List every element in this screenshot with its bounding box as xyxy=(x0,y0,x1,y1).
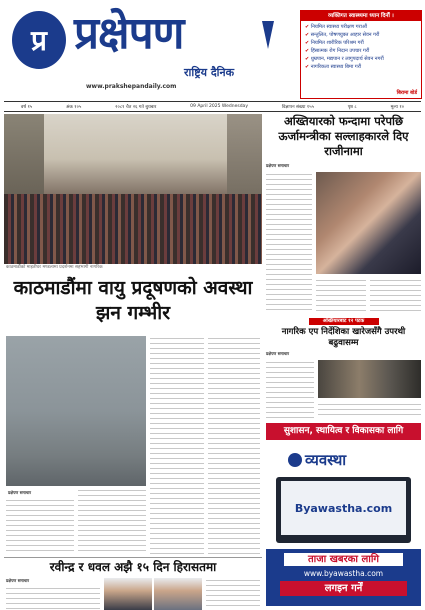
promo-item xyxy=(305,39,417,47)
dateline-bar xyxy=(4,101,421,112)
promo-box xyxy=(300,10,422,99)
resign-headline: अख्तियारको फन्दामा परेपछि ऊर्जामन्त्रीका सल्लाहकारले दिए राजीनामा xyxy=(278,114,409,158)
resign-column-1 xyxy=(266,172,312,314)
resign-byline: प्रक्षेपण समाचार xyxy=(266,163,290,168)
bottom-column-2 xyxy=(206,578,260,610)
ad-tagline: ताजा खबरका लागि xyxy=(284,553,403,566)
dateline-item: मूल्य १० xyxy=(390,104,405,110)
promo-item xyxy=(305,55,417,63)
ad-brand: व्यवस्था xyxy=(305,451,347,469)
dateline-item: वर्ष १५ xyxy=(20,104,33,110)
ad-url: Byawastha.com xyxy=(294,501,393,515)
check-icon: ✔ xyxy=(305,56,311,62)
bottom-column-1 xyxy=(6,586,100,610)
pollution-photo xyxy=(6,336,146,486)
ad-block[interactable] xyxy=(266,423,421,606)
promo-item xyxy=(305,23,417,31)
pollution-column-4 xyxy=(208,336,260,554)
check-icon: ✔ xyxy=(305,64,311,70)
promo-header: व्यक्तिगत स्वास्थ्यमा ध्यान दिनौं । xyxy=(301,11,421,21)
ad-cta-button[interactable]: लगइन गर्नें xyxy=(280,581,407,596)
brief-column-2 xyxy=(318,402,421,418)
resign-story xyxy=(266,114,421,314)
pollution-column-2 xyxy=(78,488,146,554)
bottom-headline: रवीन्द्र र धवल अझै १५ दिन हिरासतमा xyxy=(49,560,217,574)
ad-screen xyxy=(281,481,406,535)
pollution-byline: प्रक्षेपण समाचार xyxy=(8,490,32,495)
brief-headline: नागरिक एप निर्देशिका खारेजसँगै उपरथी बढुवासम्म xyxy=(281,327,406,348)
check-icon: ✔ xyxy=(305,32,311,38)
lead-photo xyxy=(4,114,262,264)
dateline-item: २०८१ चैत २६ गते बुधबार xyxy=(115,104,157,110)
logo-text: प्र xyxy=(31,24,47,57)
promo-item xyxy=(305,47,417,55)
ad-laptop xyxy=(276,477,411,543)
masthead-subtitle: राष्ट्रिय दैनिक xyxy=(184,66,235,79)
brand-icon xyxy=(288,453,302,467)
dateline-item: अंक १०५ xyxy=(65,104,82,110)
resign-column-3 xyxy=(370,278,421,314)
promo-item-label: हिंसात्मक रोग निदान उपचार गरौं xyxy=(310,48,370,54)
promo-item-label: नियमित स्वास्थ्य परीक्षण गराऔं xyxy=(310,24,367,30)
promo-list xyxy=(301,21,421,73)
check-icon: ✔ xyxy=(305,48,311,54)
check-icon: ✔ xyxy=(305,40,311,46)
bottom-photo-2 xyxy=(154,578,202,610)
dateline-item: 09 April 2025 Wednesday xyxy=(190,104,248,109)
brief-column-1 xyxy=(266,360,314,418)
pollution-story xyxy=(4,272,262,557)
photo-caption: काठमाडौंको माइतीघर मण्डलामा प्रदर्शनमा सहभागी नागरिक xyxy=(6,265,103,270)
crowd xyxy=(4,194,262,264)
pollution-headline: काठमाडौंमा वायु प्रदूषणको अवस्था झन गम्भीर xyxy=(13,277,253,324)
pollution-column-3 xyxy=(150,336,204,554)
pen-nib-icon xyxy=(262,21,274,49)
bottom-byline: प्रक्षेपण समाचार xyxy=(6,578,30,583)
bottom-story xyxy=(4,558,262,610)
promo-item-label: नियमित शारीरिक परिश्रम गरौं xyxy=(310,40,364,46)
dateline-item: विज्ञापन संख्या १५५ xyxy=(281,104,314,110)
resign-photo xyxy=(316,172,421,274)
brief-story xyxy=(266,318,421,418)
logo-mark xyxy=(12,11,66,69)
brief-tag: अख्तियारबाट १२ पटक xyxy=(309,318,379,325)
promo-item-label: नागरिकता स्वास्थ्य बिमा गरौं xyxy=(310,64,362,70)
promo-footer: बिरामा बोर्ड xyxy=(396,90,417,96)
masthead xyxy=(4,3,284,99)
ad-url2: www.byawastha.com xyxy=(303,569,384,578)
check-icon: ✔ xyxy=(305,24,311,30)
promo-item-label: धुम्रपान, मद्यपान र लागुपदार्थ सेवन नगरौं xyxy=(310,56,384,62)
ad-banner: सुशासन, स्थायित्व र विकासका लागि xyxy=(266,423,421,440)
website-link[interactable]: www.prakshepandaily.com xyxy=(86,83,177,90)
promo-item xyxy=(305,31,417,39)
ad-brand-logo xyxy=(288,449,398,471)
resign-column-2 xyxy=(316,278,366,314)
bottom-photo-1 xyxy=(104,578,152,610)
pollution-column-1 xyxy=(6,498,74,554)
brief-byline: प्रक्षेपण समाचार xyxy=(266,351,290,356)
dateline-item: पृष्ठ ८ xyxy=(347,104,357,110)
ad-promo-panel xyxy=(266,549,421,606)
brief-photo xyxy=(318,360,421,398)
promo-item xyxy=(305,63,417,71)
promo-item-label: सन्तुलित, पोषणयुक्त आहार सेवन गरौं xyxy=(310,32,380,38)
masthead-title: प्रक्षेपण xyxy=(74,8,184,59)
